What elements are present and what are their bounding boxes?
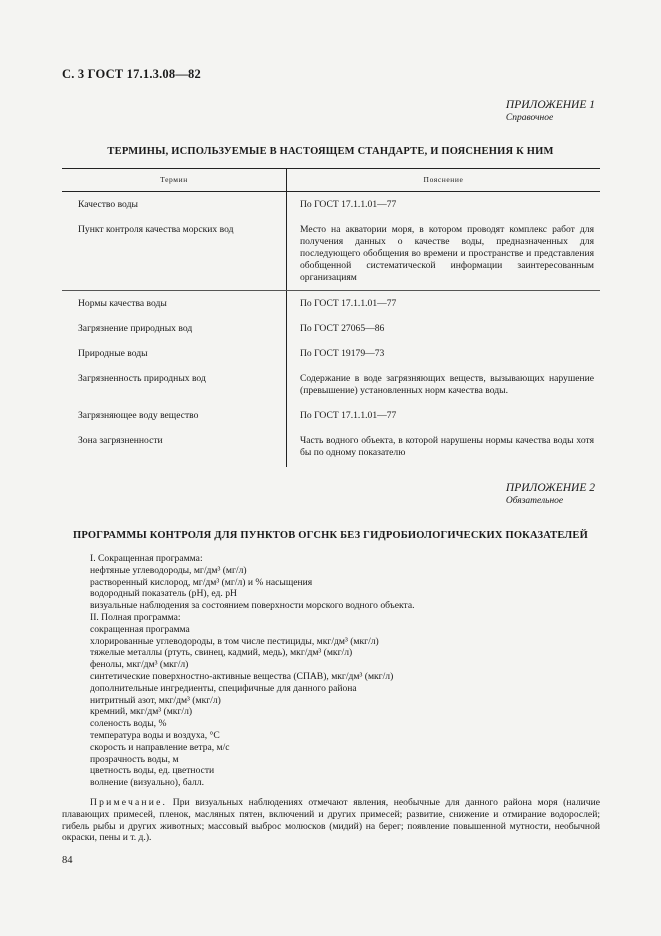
list-item: прозрачность воды, м (90, 753, 179, 765)
table-row (62, 217, 600, 291)
table-row (62, 366, 600, 403)
explanation-cell: Место на акватории моря, в котором проводят комплекс работ для получения данных о качестве воды, предназначенных для последующего обобщения во времени и пространстве и представления обобщенной систематической информации заинтересованным организациям (287, 217, 601, 291)
explanation-cell: Содержание в воде загрязняющих веществ, вызывающих нарушение (превышение) установленных норм качества воды. (300, 373, 594, 396)
note-label: Примечание. (90, 797, 168, 808)
note-paragraph (62, 797, 600, 844)
term-cell: Загрязнение природных вод (62, 316, 287, 341)
section-2-title: ПРОГРАММЫ КОНТРОЛЯ ДЛЯ ПУНКТОВ ОГСНК БЕЗ ГИДРОБИОЛОГИЧЕСКИХ ПОКАЗАТЕЛЕЙ (72, 530, 588, 541)
term-cell: Зона загрязненности (62, 428, 287, 467)
table-row (62, 192, 600, 218)
list-item: растворенный кислород, мг/дм³ (мг/л) и % насыщения (90, 576, 313, 588)
appendix-1-title: ПРИЛОЖЕНИЕ 1 (505, 99, 595, 111)
list-item: кремний, мкг/дм³ (мкг/л) (90, 706, 193, 718)
term-cell: Нормы качества воды (62, 291, 287, 317)
terms-table-header-term: Термин (62, 169, 287, 192)
explanation-cell: Часть водного объекта, в которой нарушены нормы качества воды хотя бы по одному показателю (300, 435, 594, 458)
appendix-2-subtitle: Обязательное (505, 496, 564, 506)
term-cell: Загрязненность природных вод (62, 366, 287, 403)
document-header: С. 3 ГОСТ 17.1.3.08—82 (62, 67, 201, 81)
list-item: тяжелые металлы (ртуть, свинец, кадмий, медь), мкг/дм³ (мкг/л) (90, 647, 353, 659)
list-item: цветность воды, ед. цветности (90, 765, 215, 777)
list-item: хлорированные углеводороды, в том числе пестициды, мкг/дм³ (мкг/л) (90, 635, 379, 647)
terms-table-header-row (62, 169, 600, 192)
explanation-cell: По ГОСТ 17.1.1.01—77 (300, 410, 397, 421)
section-1-title: ТЕРМИНЫ, ИСПОЛЬЗУЕМЫЕ В НАСТОЯЩЕМ СТАНДАРТЕ, И ПОЯСНЕНИЯ К НИМ (107, 146, 554, 157)
list-item: синтетические поверхностно-активные вещества (СПАВ), мкг/дм³ (мкг/л) (90, 670, 394, 682)
term-cell: Природные воды (62, 341, 287, 366)
program-list (90, 553, 602, 789)
list-item: визуальные наблюдения за состоянием поверхности морского водного объекта. (90, 600, 415, 612)
table-row (62, 428, 600, 467)
page-number: 84 (62, 855, 73, 866)
list-item: сокращенная программа (90, 623, 190, 635)
explanation-cell: По ГОСТ 27065—86 (300, 323, 385, 334)
explanation-cell: По ГОСТ 19179—73 (300, 348, 385, 359)
appendix-2-title: ПРИЛОЖЕНИЕ 2 (505, 482, 595, 494)
term-cell: Качество воды (62, 192, 287, 218)
table-row (62, 341, 600, 366)
list-item: I. Сокращенная программа: (90, 553, 203, 564)
appendix-2-label (506, 482, 595, 508)
list-item: температура воды и воздуха, °С (90, 729, 220, 741)
appendix-1-label (506, 99, 595, 125)
list-item: скорость и направление ветра, м/с (90, 741, 230, 753)
term-cell: Загрязняющее воду вещество (62, 403, 287, 428)
explanation-cell: По ГОСТ 17.1.1.01—77 (300, 199, 397, 210)
table-row (62, 403, 600, 428)
table-row (62, 316, 600, 341)
list-item: водородный показатель (pH), ед. pH (90, 588, 237, 600)
table-row (62, 291, 600, 317)
list-item: фенолы, мкг/дм³ (мкг/л) (90, 659, 189, 671)
appendix-1-subtitle: Справочное (505, 113, 554, 123)
term-cell: Пункт контроля качества морских вод (62, 217, 287, 291)
terms-table (62, 168, 600, 467)
list-item: волнение (визуально), балл. (90, 777, 204, 789)
note-text: При визуальных наблюдениях отмечают явления, необычные для данного района моря (наличие плавающих примесей, пленок, масляных пятен, включений и других примесей; развитие, снижение и отмирание водорослей; гибель рыбы и других животных; массовый выброс молюсков (мидий) на берег; появление повышенной мутности, необычной окраски, пены и т. д.). (62, 797, 600, 844)
list-item: дополнительные ингредиенты, специфичные для данного района (90, 682, 357, 694)
list-item: II. Полная программа: (90, 611, 181, 623)
list-item: нефтяные углеводороды, мг/дм³ (мг/л) (90, 564, 247, 576)
list-item: нитритный азот, мкг/дм³ (мкг/л) (90, 694, 221, 706)
terms-table-header-explanation: Пояснение (287, 169, 601, 192)
list-item: соленость воды, % (90, 718, 167, 730)
explanation-cell: По ГОСТ 17.1.1.01—77 (300, 298, 397, 309)
